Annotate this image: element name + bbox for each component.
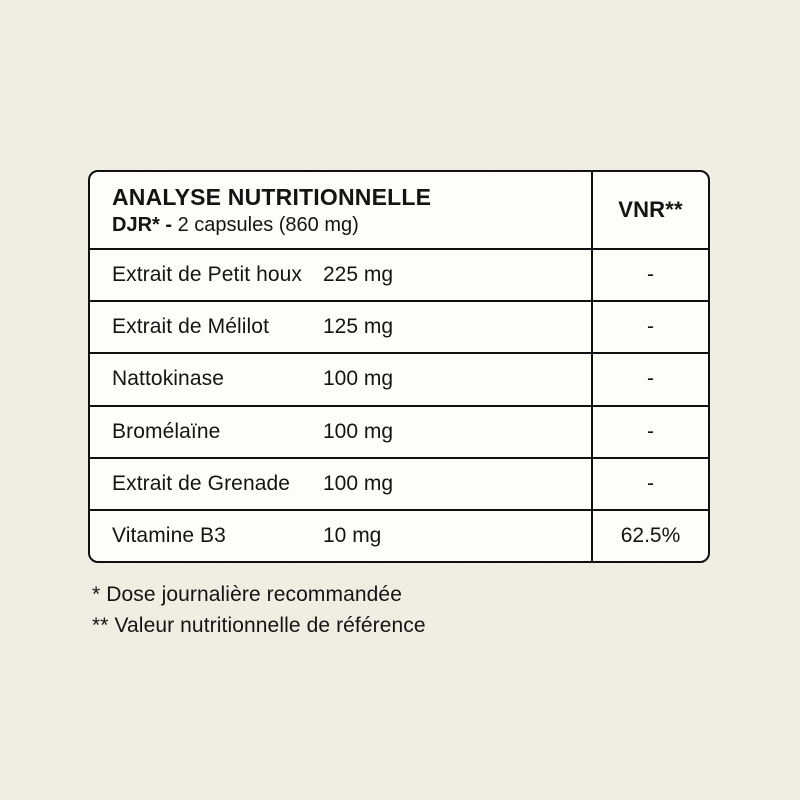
table-row: [90, 300, 708, 352]
ingredient-name: Bromélaïne: [112, 419, 221, 443]
table-subtitle: [112, 214, 359, 237]
ingredient-vnr: -: [591, 354, 708, 404]
table-row: [90, 457, 708, 509]
ingredient-name: Extrait de Mélilot: [112, 315, 270, 339]
footnote-djr: * Dose journalière recommandée: [92, 583, 402, 606]
ingredient-vnr: -: [591, 302, 708, 352]
ingredient-vnr: -: [591, 250, 708, 300]
ingredient-vnr: 62.5%: [591, 511, 708, 561]
table-row: [90, 352, 708, 404]
ingredient-name: Extrait de Petit houx: [112, 263, 303, 287]
footnotes: [92, 579, 426, 641]
ingredient-amount: 100 mg: [323, 419, 394, 443]
ingredient-amount: 125 mg: [323, 315, 394, 339]
table-row: [90, 405, 708, 457]
ingredient-name: Vitamine B3: [112, 523, 226, 547]
ingredient-amount: 100 mg: [323, 367, 394, 391]
vnr-column-header: VNR**: [591, 172, 708, 248]
table-header-main: [90, 172, 591, 248]
ingredient-name: Nattokinase: [112, 367, 224, 391]
subtitle-djr: DJR* -: [112, 213, 178, 236]
ingredient-amount: 225 mg: [323, 263, 394, 287]
ingredient-vnr: -: [591, 407, 708, 457]
footnote-vnr: ** Valeur nutritionnelle de référence: [92, 614, 426, 637]
ingredient-name: Extrait de Grenade: [112, 471, 291, 495]
ingredient-amount: 10 mg: [323, 523, 382, 547]
table-row: [90, 248, 708, 300]
table-header-row: [90, 172, 708, 248]
nutrition-facts-table: [88, 170, 710, 563]
subtitle-capsules: 2 capsules (860 mg): [177, 213, 359, 236]
ingredient-vnr: -: [591, 459, 708, 509]
table-row: [90, 509, 708, 561]
ingredient-amount: 100 mg: [323, 471, 394, 495]
table-title: ANALYSE NUTRITIONNELLE: [112, 183, 432, 210]
